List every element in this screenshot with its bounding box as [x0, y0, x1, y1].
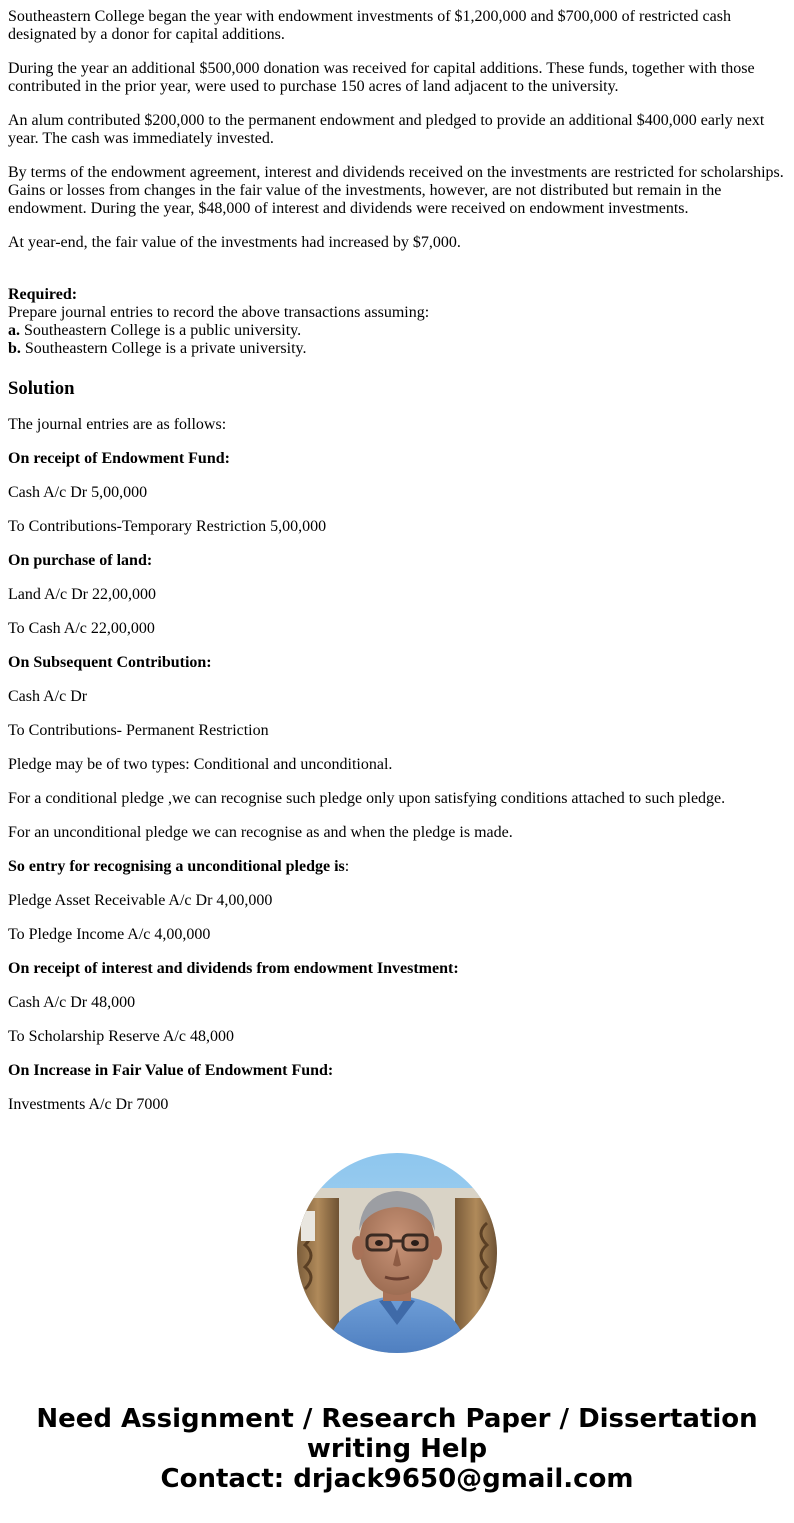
- pledge-types-text: Pledge may be of two types: Conditional and unconditional.: [8, 756, 393, 773]
- purchase-land-credit: To Cash A/c 22,00,000: [8, 620, 155, 637]
- footer-contact-text: Contact: drjack9650@gmail.com: [160, 1464, 634, 1494]
- required-text: Prepare journal entries to record the above transactions assuming:: [8, 304, 430, 321]
- solution-heading: Solution: [8, 378, 75, 399]
- option-b-label: b.: [8, 340, 21, 357]
- conditional-pledge-text: For a conditional pledge ,we can recognise such pledge only upon satisfying conditions attached to such pledge.: [8, 790, 726, 807]
- unconditional-pledge-text: For an unconditional pledge we can recognise as and when the pledge is made.: [8, 824, 513, 841]
- receipt-endowment-debit: Cash A/c Dr 5,00,000: [8, 484, 148, 501]
- interest-debit: Cash A/c Dr 48,000: [8, 994, 136, 1011]
- tutor-avatar: [297, 1153, 497, 1353]
- unconditional-pledge-entry-heading: [8, 858, 788, 876]
- subsequent-contribution-credit: To Contributions- Permanent Restriction: [8, 722, 269, 739]
- question-paragraph-3: An alum contributed $200,000 to the permanent endowment and pledged to provide an additional $400,000 early next year. The cash was immediately invested.: [8, 112, 765, 147]
- interest-dividends-heading: On receipt of interest and dividends from endowment Investment:: [8, 960, 459, 977]
- fair-value-heading: On Increase in Fair Value of Endowment Fund:: [8, 1062, 334, 1079]
- subsequent-contribution-debit: Cash A/c Dr: [8, 688, 88, 705]
- question-paragraph-4: By terms of the endowment agreement, interest and dividends received on the investments are restricted for scholarships. Gains or losses from changes in the fair value of the investments, however, are not distributed but remain in the endowment. During the year, $48,000 of interest and dividends were received on endowment investments.: [8, 164, 784, 217]
- fair-value-debit: Investments A/c Dr 7000: [8, 1096, 169, 1113]
- question-section: [8, 8, 788, 358]
- tutor-portrait-image: [297, 1153, 497, 1353]
- receipt-endowment-heading: On receipt of Endowment Fund:: [8, 450, 230, 467]
- unconditional-heading-colon: :: [344, 858, 350, 875]
- subsequent-contribution-heading: On Subsequent Contribution:: [8, 654, 212, 671]
- receipt-endowment-credit: To Contributions-Temporary Restriction 5,00,000: [8, 518, 327, 535]
- option-b-text: Southeastern College is a private university.: [20, 340, 307, 357]
- contact-footer: [0, 1404, 794, 1494]
- question-paragraph-2: During the year an additional $500,000 donation was received for capital additions. These funds, together with those contributed in the prior year, were used to purchase 150 acres of land adjacent to the university.: [8, 60, 755, 95]
- document-body: [8, 8, 788, 1130]
- required-heading: Required:: [8, 286, 78, 303]
- required-block: [8, 286, 788, 358]
- solution-section: [8, 378, 788, 1114]
- purchase-land-debit: Land A/c Dr 22,00,000: [8, 586, 156, 603]
- unconditional-heading-text: So entry for recognising a unconditional pledge is: [8, 858, 345, 875]
- question-paragraph-5: At year-end, the fair value of the investments had increased by $7,000.: [8, 234, 461, 251]
- footer-promo-text: Need Assignment / Research Paper / Dissertation writing Help: [36, 1404, 758, 1464]
- solution-intro: The journal entries are as follows:: [8, 416, 227, 433]
- option-a-text: Southeastern College is a public university.: [20, 322, 302, 339]
- option-a-label: a.: [8, 322, 20, 339]
- pledge-debit: Pledge Asset Receivable A/c Dr 4,00,000: [8, 892, 273, 909]
- option-a: [8, 322, 788, 340]
- purchase-land-heading: On purchase of land:: [8, 552, 153, 569]
- option-b: [8, 340, 788, 358]
- interest-credit: To Scholarship Reserve A/c 48,000: [8, 1028, 234, 1045]
- question-paragraph-1: Southeastern College began the year with endowment investments of $1,200,000 and $700,000 of restricted cash designated by a donor for capital additions.: [8, 8, 731, 43]
- pledge-credit: To Pledge Income A/c 4,00,000: [8, 926, 211, 943]
